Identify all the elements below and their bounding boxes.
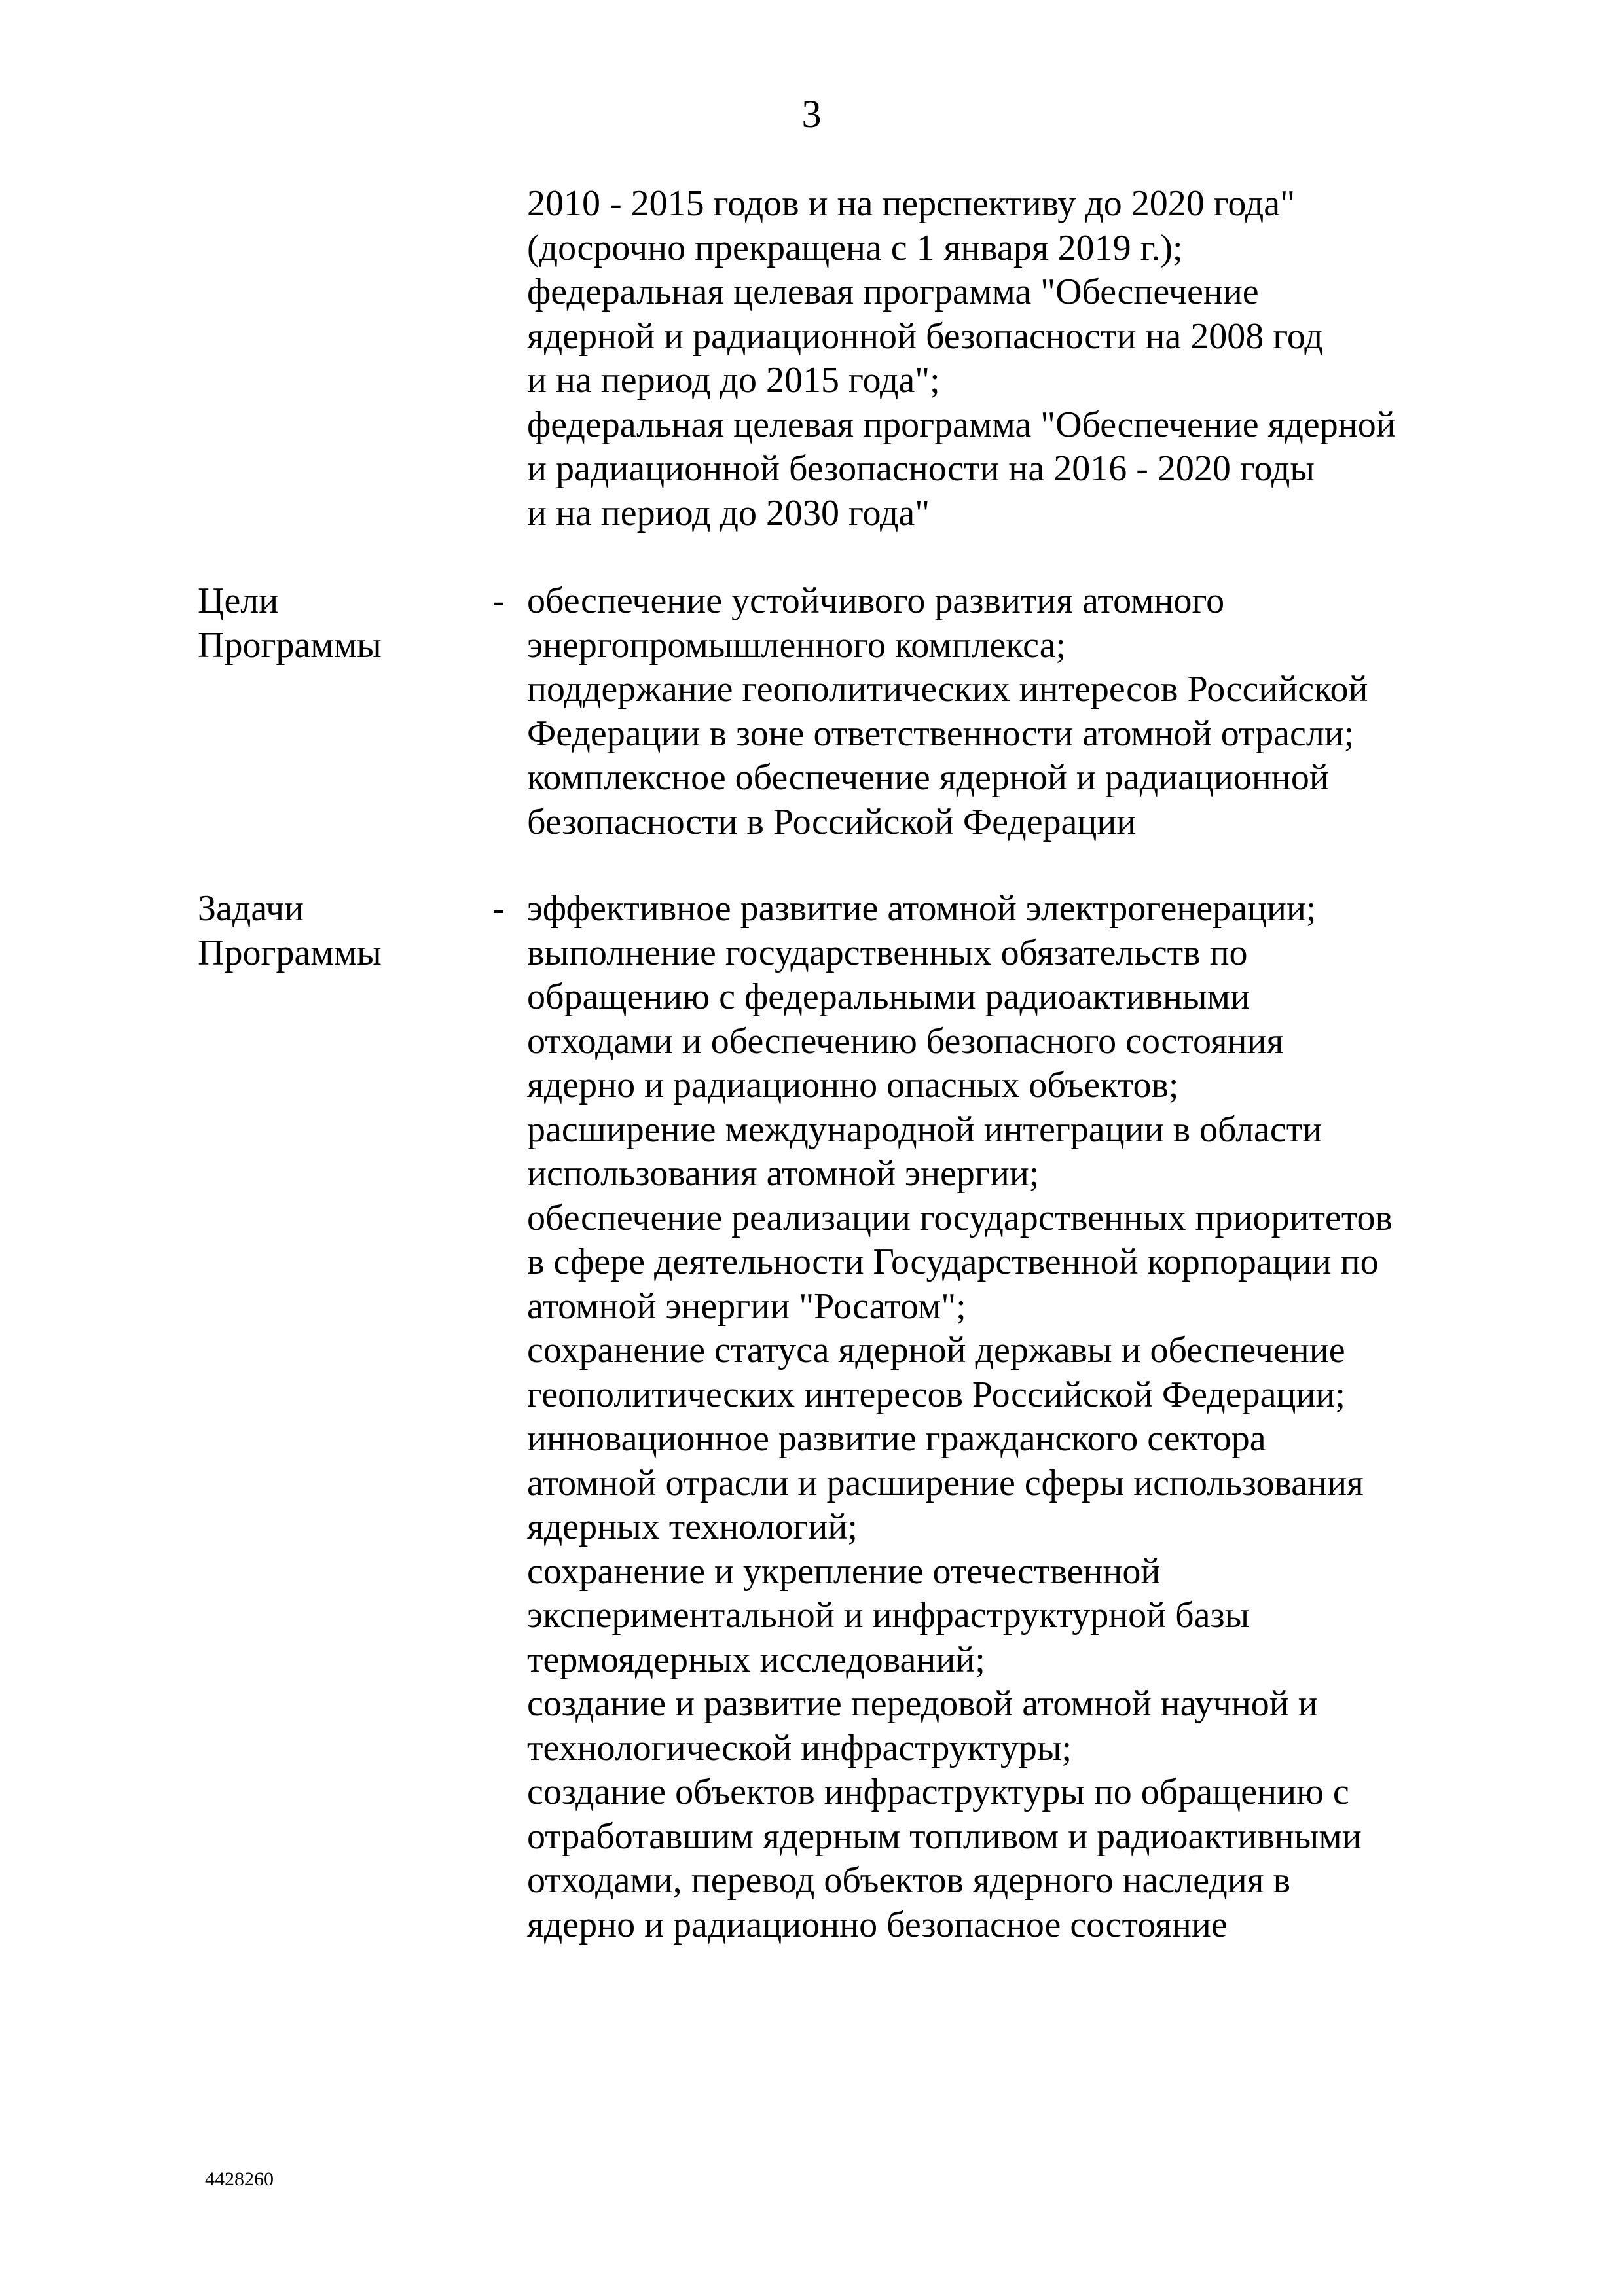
- task-line: расширение международной интеграции в области: [527, 1109, 1322, 1150]
- task-line: отработавшим ядерным топливом и радиоактивными: [527, 1816, 1362, 1857]
- intro-line: (досрочно прекращена с 1 января 2019 г.);: [527, 227, 1183, 268]
- task-line: использования атомной энергии;: [527, 1153, 1040, 1194]
- task-line: термоядерных исследований;: [527, 1639, 985, 1680]
- task-line: обращению с федеральными радиоактивными: [527, 977, 1250, 1017]
- section-label-line: Программы: [198, 932, 382, 973]
- section-label-line: Задачи: [198, 888, 304, 929]
- task-line: атомной энергии "Росатом";: [527, 1285, 966, 1327]
- intro-line: и на период до 2030 года": [527, 492, 930, 533]
- task-line: отходами, перевод объектов ядерного наследия в: [527, 1860, 1290, 1901]
- goal-line: комплексное обеспечение ядерной и радиационной: [527, 757, 1329, 798]
- intro-line: и на период до 2015 года";: [527, 360, 940, 401]
- task-line: сохранение и укрепление отечественной: [527, 1551, 1161, 1592]
- task-line: эффективное развитие атомной электрогенерации;: [527, 888, 1317, 929]
- goal-line: безопасности в Российской Федерации: [527, 801, 1137, 842]
- task-line: выполнение государственных обязательств по: [527, 932, 1248, 973]
- goals-dash: -: [492, 581, 505, 621]
- task-line: технологической инфраструктуры;: [527, 1727, 1072, 1768]
- intro-text: [527, 182, 1396, 535]
- intro-line: ядерной и радиационной безопасности на 2008 год: [527, 315, 1323, 357]
- tasks-dash: -: [492, 888, 505, 929]
- intro-line: и радиационной безопасности на 2016 - 2020 годы: [527, 448, 1315, 489]
- goal-line: поддержание геополитических интересов Российской: [527, 669, 1368, 709]
- task-line: инновационное развитие гражданского сектора: [527, 1418, 1266, 1459]
- goals-content: [527, 579, 1368, 844]
- task-line: в сфере деятельности Государственной корпорации по: [527, 1242, 1379, 1282]
- tasks-label: [198, 887, 382, 975]
- task-line: экспериментальной и инфраструктурной базы: [527, 1595, 1250, 1636]
- section-label-line: Цели: [198, 581, 279, 621]
- task-line: обеспечение реализации государственных приоритетов: [527, 1197, 1393, 1238]
- section-label-line: Программы: [198, 624, 382, 666]
- tasks-content: [527, 887, 1393, 1947]
- task-line: ядерно и радиационно опасных объектов;: [527, 1065, 1179, 1105]
- goal-line: энергопромышленного комплекса;: [527, 624, 1067, 666]
- task-line: отходами и обеспечению безопасного состояния: [527, 1020, 1284, 1062]
- task-line: создание и развитие передовой атомной научной и: [527, 1683, 1318, 1724]
- intro-line: федеральная целевая программа "Обеспечение ядерной: [527, 404, 1396, 445]
- goal-line: Федерации в зоне ответственности атомной отрасли;: [527, 713, 1355, 754]
- goals-label: [198, 579, 382, 668]
- intro-line: 2010 - 2015 годов и на перспективу до 2020 года": [527, 183, 1295, 224]
- goal-line: обеспечение устойчивого развития атомного: [527, 581, 1225, 621]
- page-number: 3: [801, 92, 822, 135]
- task-line: ядерно и радиационно безопасное состояние: [527, 1904, 1228, 1945]
- document-code: 4428260: [205, 2168, 274, 2190]
- task-line: сохранение статуса ядерной державы и обеспечение: [527, 1330, 1345, 1371]
- task-line: геополитических интересов Российской Федерации;: [527, 1374, 1345, 1415]
- intro-line: федеральная целевая программа "Обеспечение: [527, 272, 1259, 312]
- task-line: создание объектов инфраструктуры по обращению с: [527, 1772, 1349, 1812]
- task-line: атомной отрасли и расширение сферы использования: [527, 1462, 1364, 1503]
- task-line: ядерных технологий;: [527, 1507, 858, 1547]
